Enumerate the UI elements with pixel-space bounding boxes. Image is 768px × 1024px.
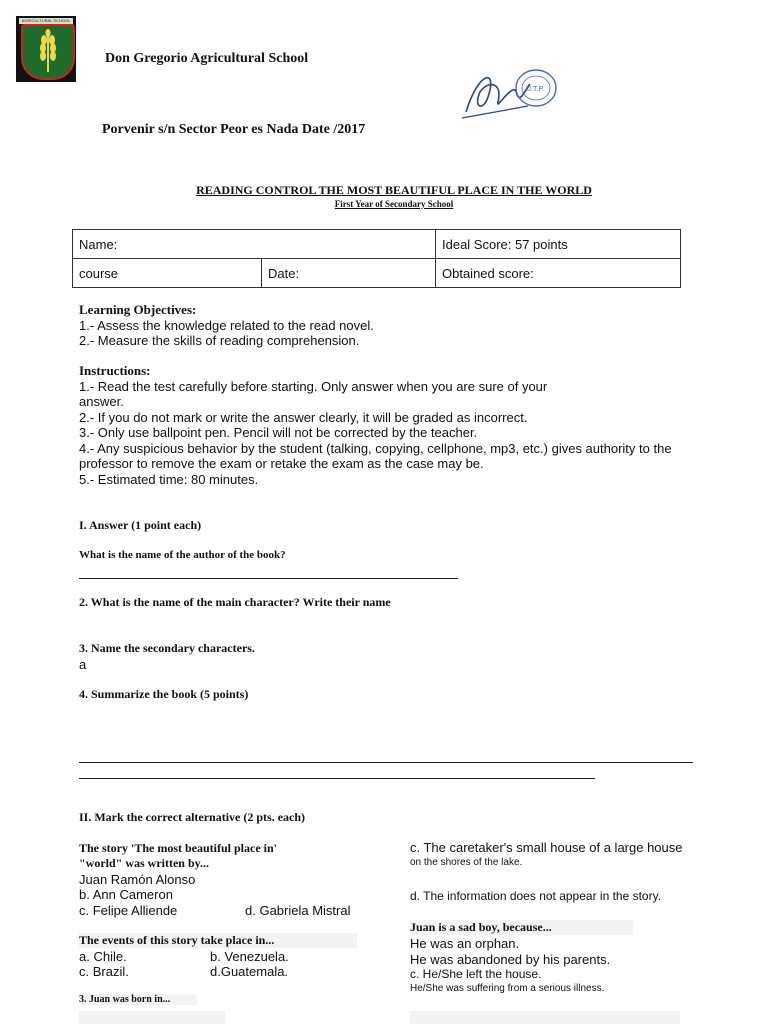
- option-d[interactable]: d. Gabriela Mistral: [245, 903, 351, 918]
- question-main-character: 2. What is the name of the main character? Write their name: [79, 595, 391, 609]
- question-summary: 4. Summarize the book (5 points): [79, 687, 249, 701]
- svg-text:U.T.P.: U.T.P.: [526, 86, 545, 93]
- option-b[interactable]: b. Ann Cameron: [79, 887, 173, 902]
- name-field[interactable]: Name:: [73, 230, 436, 259]
- option-d[interactable]: d.Guatemala.: [210, 964, 289, 979]
- summary-line[interactable]: [79, 778, 595, 779]
- instruction-item: 2.- If you do not mark or write the answer clearly, it will be graded as incorrect.: [79, 409, 528, 425]
- question-sad-boy: Juan is a sad boy, because...: [410, 920, 633, 935]
- option-c[interactable]: c. The caretaker's small house of a large house: [410, 840, 683, 855]
- wheat-shield-icon: [21, 24, 75, 80]
- ideal-score-cell: Ideal Score: 57 points: [436, 230, 681, 259]
- question-line: The story 'The most beautiful place in': [79, 841, 278, 855]
- option-d[interactable]: d. The information does not appear in the story.: [410, 889, 662, 903]
- obtained-score-field[interactable]: Obtained score:: [436, 259, 681, 288]
- option-d[interactable]: He/She was suffering from a serious illness.: [410, 983, 605, 994]
- document-subtitle: First Year of Secondary School: [334, 199, 454, 209]
- option-b[interactable]: b. Venezuela.: [210, 949, 289, 964]
- summary-line[interactable]: [79, 762, 693, 763]
- question-line: "world" was written by...: [79, 856, 209, 870]
- school-address: Porvenir s/n Sector Peor es Nada Date /2017: [102, 122, 366, 137]
- document-title: READING CONTROL THE MOST BEAUTIFUL PLACE IN THE WORLD: [196, 183, 592, 197]
- section-1-heading: I. Answer (1 point each): [79, 518, 202, 532]
- answer-placeholder: [79, 1011, 225, 1024]
- instruction-item: 4.- Any suspicious behavior by the student (talking, copying, cellphone, mp3, etc.) gives authority to the: [79, 440, 672, 456]
- question-author: What is the name of the author of the book?: [79, 549, 286, 561]
- objective-item: 2.- Measure the skills of reading comprehension.: [79, 333, 360, 348]
- school-logo: [16, 16, 76, 82]
- question-setting: The events of this story take place in...: [79, 933, 357, 948]
- objective-item: 1.- Assess the knowledge related to the read novel.: [79, 317, 374, 333]
- option-c-continued: on the shores of the lake.: [410, 857, 523, 868]
- answer-line-author[interactable]: [79, 578, 458, 579]
- date-field[interactable]: Date:: [262, 259, 436, 288]
- school-name: Don Gregorio Agricultural School: [105, 51, 309, 66]
- option-c[interactable]: c. Brazil.: [79, 964, 129, 979]
- table-row: [73, 259, 681, 288]
- instructions-heading: Instructions:: [79, 363, 151, 378]
- instruction-item: professor to remove the exam or retake the exam as the case may be.: [79, 456, 484, 471]
- objectives-heading: Learning Objectives:: [79, 302, 197, 317]
- question-written-by: [79, 841, 277, 871]
- option-b[interactable]: He was abandoned by his parents.: [410, 952, 611, 967]
- table-row: [73, 230, 681, 259]
- learning-objectives: [79, 302, 374, 349]
- option-c[interactable]: c. Felipe Alliende: [79, 903, 178, 918]
- signature-stamp: [458, 62, 562, 122]
- instructions: [79, 363, 719, 487]
- instruction-item: 1.- Read the test carefully before starting. Only answer when you are sure of your: [79, 378, 548, 394]
- option-a[interactable]: He was an orphan.: [410, 936, 520, 951]
- question-secondary-characters: 3. Name the secondary characters.: [79, 641, 255, 655]
- option-a[interactable]: Juan Ramón Alonso: [79, 872, 196, 887]
- answer-placeholder: [410, 1011, 680, 1024]
- option-a[interactable]: a. Chile.: [79, 949, 127, 964]
- option-c[interactable]: c. He/She left the house.: [410, 967, 542, 981]
- student-info-table: [72, 229, 681, 288]
- section-2-heading: II. Mark the correct alternative (2 pts. each): [79, 810, 306, 824]
- secondary-answer-a[interactable]: a: [79, 657, 87, 672]
- course-field[interactable]: course: [73, 259, 262, 288]
- logo-banner: AGRICULTURAL SCHOOL: [19, 18, 73, 24]
- question-birthplace: 3. Juan was born in...: [79, 994, 197, 1005]
- instruction-item: 5.- Estimated time: 80 minutes.: [79, 471, 259, 487]
- instruction-item: 3.- Only use ballpoint pen. Pencil will not be corrected by the teacher.: [79, 425, 478, 440]
- instruction-item: answer.: [79, 394, 124, 409]
